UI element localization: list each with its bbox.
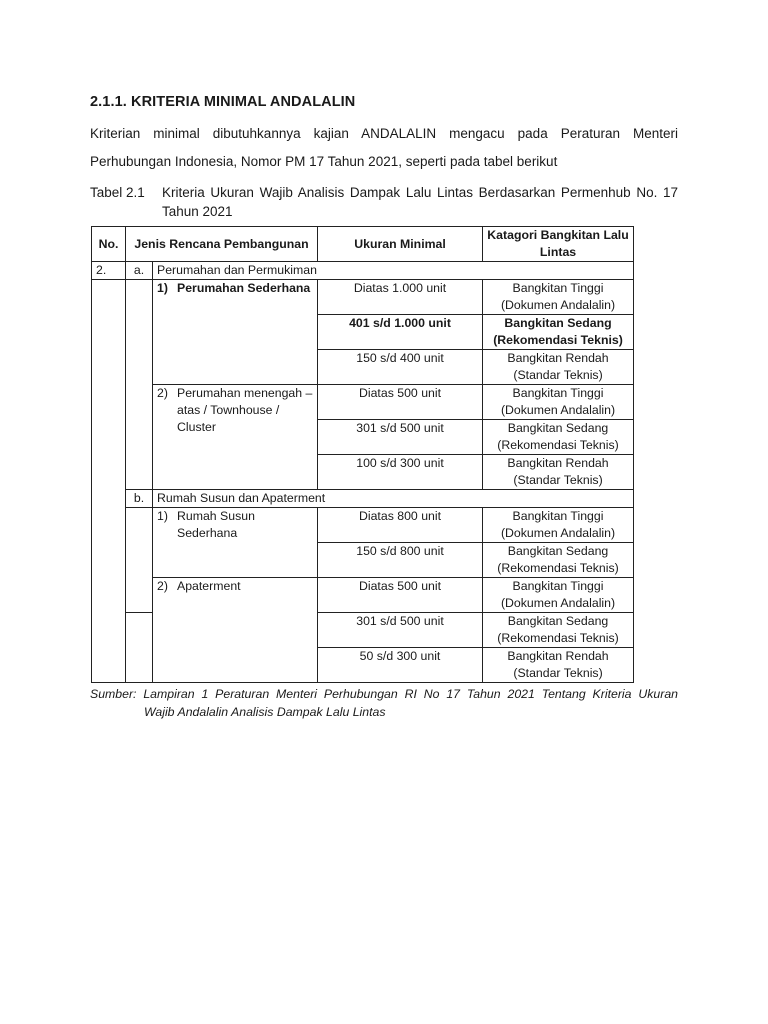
table-row bbox=[92, 490, 634, 508]
section-heading: 2.1.1. KRITERIA MINIMAL ANDALALIN bbox=[90, 94, 356, 110]
header-kategori: Katagori Bangkitan Lalu Lintas bbox=[483, 227, 634, 262]
kategori-cell: Bangkitan Tinggi (Dokumen Andalalin) bbox=[483, 280, 634, 315]
kategori-cell: Bangkitan Rendah (Standar Teknis) bbox=[483, 350, 634, 385]
kategori-cell: Bangkitan Sedang (Rekomendasi Teknis) bbox=[483, 420, 634, 455]
ukuran-cell: 100 s/d 300 unit bbox=[318, 455, 483, 490]
source-note bbox=[90, 685, 678, 721]
ukuran-cell: 150 s/d 400 unit bbox=[318, 350, 483, 385]
group-letter: a. bbox=[126, 262, 153, 280]
ukuran-cell: 301 s/d 500 unit bbox=[318, 613, 483, 648]
group-label: Perumahan dan Permukiman bbox=[153, 262, 634, 280]
kategori-cell: Bangkitan Sedang (Rekomendasi Teknis) bbox=[483, 315, 634, 350]
ukuran-cell: Diatas 1.000 unit bbox=[318, 280, 483, 315]
item-cell: 2) Apaterment bbox=[153, 578, 318, 683]
table-header-row bbox=[92, 227, 634, 262]
ukuran-cell: 50 s/d 300 unit bbox=[318, 648, 483, 683]
caption-text: Kriteria Ukuran Wajib Analisis Dampak Lalu Lintas Berdasarkan Permenhub No. 17 Tahun 2021 bbox=[162, 185, 678, 219]
group-letter: b. bbox=[126, 490, 153, 508]
header-jenis: Jenis Rencana Pembangunan bbox=[126, 227, 318, 262]
ukuran-cell: 301 s/d 500 unit bbox=[318, 420, 483, 455]
paragraph-line-1: Kriterian minimal dibutuhkannya kajian ANDALALIN mengacu pada Peraturan Menteri bbox=[90, 126, 678, 141]
kategori-cell: Bangkitan Rendah (Standar Teknis) bbox=[483, 455, 634, 490]
kategori-cell: Bangkitan Sedang (Rekomendasi Teknis) bbox=[483, 543, 634, 578]
header-no: No. bbox=[92, 227, 126, 262]
item-cell: 2) Perumahan menengah – atas / Townhouse / Cluster bbox=[153, 385, 318, 490]
row-number: 2. bbox=[92, 262, 126, 280]
caption-number: Tabel 2.1 bbox=[90, 185, 145, 200]
item-cell: 1) Perumahan Sederhana bbox=[153, 280, 318, 385]
kategori-cell: Bangkitan Tinggi (Dokumen Andalalin) bbox=[483, 508, 634, 543]
ukuran-cell: Diatas 800 unit bbox=[318, 508, 483, 543]
letter-cell-empty bbox=[126, 613, 153, 683]
kategori-cell: Bangkitan Sedang (Rekomendasi Teknis) bbox=[483, 613, 634, 648]
table-row bbox=[92, 280, 634, 315]
letter-cell-empty bbox=[126, 508, 153, 613]
kategori-cell: Bangkitan Tinggi (Dokumen Andalalin) bbox=[483, 385, 634, 420]
ukuran-cell: Diatas 500 unit bbox=[318, 578, 483, 613]
letter-cell-empty bbox=[126, 280, 153, 490]
kategori-cell: Bangkitan Rendah (Standar Teknis) bbox=[483, 648, 634, 683]
ukuran-cell: Diatas 500 unit bbox=[318, 385, 483, 420]
table-row bbox=[92, 508, 634, 543]
source-note-line-2: Wajib Andalalin Analisis Dampak Lalu Lintas bbox=[144, 705, 386, 719]
table-row bbox=[92, 262, 634, 280]
table-caption bbox=[90, 183, 678, 221]
ukuran-cell: 401 s/d 1.000 unit bbox=[318, 315, 483, 350]
item-cell: 1) Rumah Susun Sederhana bbox=[153, 508, 318, 578]
group-label: Rumah Susun dan Apaterment bbox=[153, 490, 634, 508]
table-row bbox=[92, 578, 634, 613]
criteria-table bbox=[91, 226, 634, 683]
header-ukuran: Ukuran Minimal bbox=[318, 227, 483, 262]
ukuran-cell: 150 s/d 800 unit bbox=[318, 543, 483, 578]
number-cell-empty bbox=[92, 280, 126, 683]
table-row bbox=[92, 385, 634, 420]
kategori-cell: Bangkitan Tinggi (Dokumen Andalalin) bbox=[483, 578, 634, 613]
source-note-line-1: Sumber: Lampiran 1 Peraturan Menteri Perhubungan RI No 17 Tahun 2021 Tentang Kriteria Ukuran bbox=[90, 687, 678, 701]
paragraph-line-2: Perhubungan Indonesia, Nomor PM 17 Tahun 2021, seperti pada tabel berikut bbox=[90, 154, 558, 169]
